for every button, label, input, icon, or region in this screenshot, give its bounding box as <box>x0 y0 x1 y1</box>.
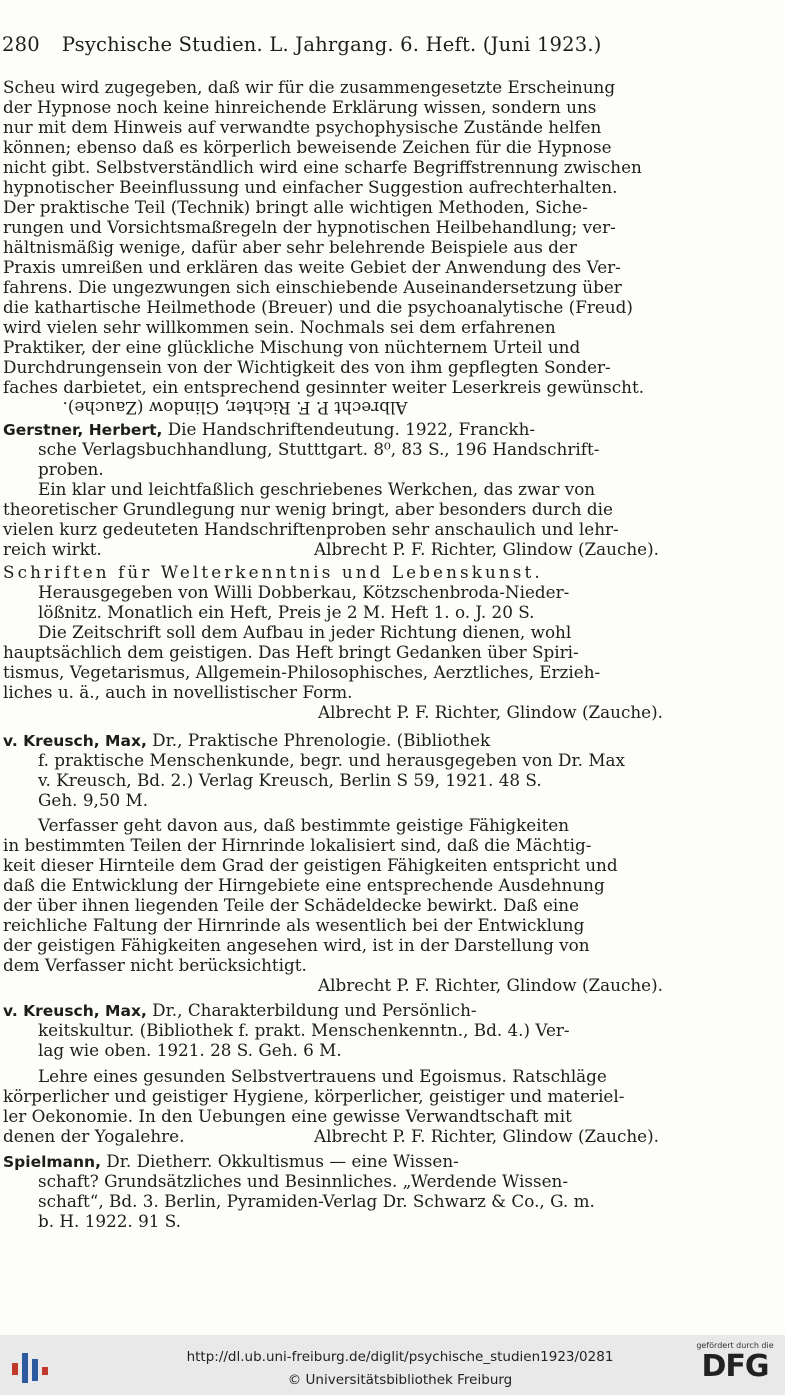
body-text-line: lößnitz. Monatlich ein Heft, Preis je 2 M. Heft 1. o. J. 20 S. <box>38 602 535 622</box>
body-text-line: der Hypnose noch keine hinreichende Erklärung wissen, sondern uns <box>3 97 597 117</box>
dfg-logo <box>694 1341 776 1391</box>
body-text-line: reich wirkt. Albrecht P. F. Richter, Glindow (Zauche). <box>3 539 659 559</box>
body-text-line: b. H. 1922. 91 S. <box>38 1211 182 1231</box>
body-text-line: können; ebenso daß es körperlich beweisende Zeichen für die Hypnose <box>3 137 612 157</box>
funder-note: gefördert durch die <box>696 1341 774 1350</box>
body-text-line: Praxis umreißen und erklären das weite Gebiet der Anwendung des Ver- <box>3 257 621 277</box>
dfg-logo-text: DFG <box>701 1349 769 1384</box>
body-text-line: der über ihnen liegenden Teile der Schädeldecke bewirkt. Daß eine <box>3 895 580 915</box>
body-text-line: körperlicher und geistiger Hygiene, körperlicher, geistiger und materiel- <box>3 1086 625 1106</box>
body-text-line: denen der Yogalehre. Albrecht P. F. Richter, Glindow (Zauche). <box>3 1126 659 1146</box>
body-text-line: Lehre eines gesunden Selbstvertrauens und Egoismus. Ratschläge <box>38 1066 607 1086</box>
copyright-notice: © Universitätsbibliothek Freiburg <box>287 1372 513 1388</box>
bibliographic-entry-line: Spielmann, Dr. Dietherr. Okkultismus — eine Wissen- <box>3 1151 459 1171</box>
body-text-line: fahrens. Die ungezwungen sich einschiebende Auseinandersetzung über <box>3 277 622 297</box>
body-text-line: dem Verfasser nicht berücksichtigt. <box>3 955 307 975</box>
body-text-line: Scheu wird zugegeben, daß wir für die zusammengesetzte Erscheinung <box>3 77 616 97</box>
body-text-line: Verfasser geht davon aus, daß bestimmte geistige Fähigkeiten <box>38 815 570 835</box>
bibliographic-entry-line: v. Kreusch, Max, Dr., Charakterbildung und Persönlich- <box>3 1000 477 1020</box>
footer-bar <box>0 1335 785 1395</box>
page-number: 280 <box>2 33 40 56</box>
body-text-line: die kathartische Heilmethode (Breuer) und die psychoanalytische (Freud) <box>3 297 633 317</box>
body-text-line: Geh. 9,50 M. <box>38 790 149 810</box>
bibliographic-entry-line: Gerstner, Herbert, Die Handschriftendeutung. 1922, Franckh- <box>3 419 536 439</box>
reviewer-signature: Albrecht P. F. Richter, Glindow (Zauche). <box>62 398 408 418</box>
body-text-line: tismus, Vegetarismus, Allgemein-Philosophisches, Aerztliches, Erzieh- <box>3 662 601 682</box>
body-text-line: hypnotischer Beeinflussung und einfacher Suggestion aufrechterhalten. <box>3 177 618 197</box>
body-text-line: Praktiker, der eine glückliche Mischung von nüchternem Urteil und <box>3 337 581 357</box>
body-text-line: sche Verlagsbuchhandlung, Stutttgart. 8⁰, 83 S., 196 Handschrift- <box>38 439 600 459</box>
body-text-line: faches darbietet, ein entsprechend gesinnter weiter Leserkreis gewünscht. <box>3 377 645 397</box>
body-text-line: Die Zeitschrift soll dem Aufbau in jeder Richtung dienen, wohl <box>38 622 572 642</box>
body-text-line: schaft“, Bd. 3. Berlin, Pyramiden-Verlag Dr. Schwarz & Co., G. m. <box>38 1191 595 1211</box>
body-text-line: wird vielen sehr willkommen sein. Nochmals sei dem erfahrenen <box>3 317 556 337</box>
periodical-title-line: Schriften für Welterkenntnis und Lebenskunst. <box>3 562 543 582</box>
reviewer-signature: Albrecht P. F. Richter, Glindow (Zauche). <box>318 975 663 995</box>
ub-freiburg-logo-icon <box>12 1349 52 1385</box>
source-url[interactable]: http://dl.ub.uni-freiburg.de/diglit/psychische_studien1923/0281 <box>186 1349 614 1365</box>
body-text-line: Der praktische Teil (Technik) bringt alle wichtigen Methoden, Siche- <box>3 197 588 217</box>
running-header <box>2 33 642 56</box>
body-text-line: keitskultur. (Bibliothek f. prakt. Menschenkenntn., Bd. 4.) Ver- <box>38 1020 570 1040</box>
body-text-line: Herausgegeben von Willi Dobberkau, Kötzschenbroda-Nieder- <box>38 582 570 602</box>
body-text-line: theoretischer Grundlegung nur wenig bringt, aber besonders durch die <box>3 499 613 519</box>
body-text-line: daß die Entwicklung der Hirngebiete eine entsprechende Ausdehnung <box>3 875 605 895</box>
body-text-line: der geistigen Fähigkeiten angesehen wird, ist in der Darstellung von <box>3 935 590 955</box>
body-text-line: lag wie oben. 1921. 28 S. Geh. 6 M. <box>38 1040 342 1060</box>
body-text-line: nur mit dem Hinweis auf verwandte psychophysische Zustände helfen <box>3 117 602 137</box>
body-text-line: Ein klar und leichtfaßlich geschriebenes Werkchen, das zwar von <box>38 479 596 499</box>
body-text-line: Durchdrungensein von der Wichtigkeit des von ihm gepflegten Sonder- <box>3 357 611 377</box>
bibliographic-entry-line: v. Kreusch, Bd. 2.) Verlag Kreusch, Berlin S 59, 1921. 48 S. <box>38 770 542 790</box>
body-text-line: nicht gibt. Selbstverständlich wird eine scharfe Begriffstrennung zwischen <box>3 157 642 177</box>
body-text-line: keit dieser Hirnteile dem Grad der geistigen Fähigkeiten entspricht und <box>3 855 618 875</box>
bibliographic-entry-line: v. Kreusch, Max, Dr., Praktische Phrenologie. (Bibliothek <box>3 730 491 750</box>
body-text-line: schaft? Grundsätzliches und Besinnliches. „Werdende Wissen- <box>38 1171 568 1191</box>
body-text-line: f. praktische Menschenkunde, begr. und herausgegeben von Dr. Max <box>38 750 625 770</box>
body-text-line: vielen kurz gedeuteten Handschriftenproben sehr anschaulich und lehr- <box>3 519 619 539</box>
reviewer-signature: Albrecht P. F. Richter, Glindow (Zauche). <box>314 539 659 559</box>
body-text-line: proben. <box>38 459 104 479</box>
body-text-line: rungen und Vorsichtsmaßregeln der hypnotischen Heilbehandlung; ver- <box>3 217 616 237</box>
running-title: Psychische Studien. L. Jahrgang. 6. Heft. (Juni 1923.) <box>61 33 602 56</box>
body-text-line: ler Oekonomie. In den Uebungen eine gewisse Verwandtschaft mit <box>3 1106 572 1126</box>
body-text-line: reichliche Faltung der Hirnrinde als wesentlich bei der Entwicklung <box>3 915 585 935</box>
reviewer-signature: Albrecht P. F. Richter, Glindow (Zauche). <box>318 702 663 722</box>
body-text-line: hauptsächlich dem geistigen. Das Heft bringt Gedanken über Spiri- <box>3 642 579 662</box>
body-text-line: hältnismäßig wenige, dafür aber sehr belehrende Beispiele aus der <box>3 237 577 257</box>
reviewer-signature: Albrecht P. F. Richter, Glindow (Zauche). <box>314 1126 659 1146</box>
body-text-line: in bestimmten Teilen der Hirnrinde lokalisiert sind, daß die Mächtig- <box>3 835 592 855</box>
body-text-line: liches u. ä., auch in novellistischer Form. <box>3 682 353 702</box>
